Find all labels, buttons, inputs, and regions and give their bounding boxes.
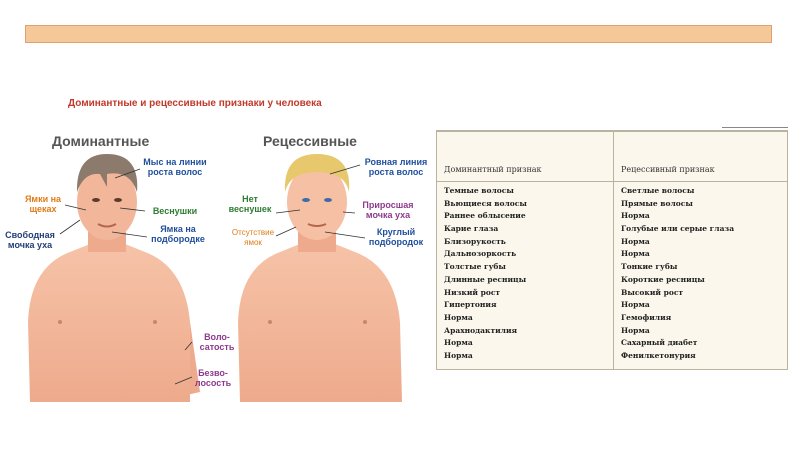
label-hairy: Воло-сатость (199, 332, 235, 352)
label-attached-earlobe: Приросшая мочка уха (362, 200, 414, 220)
label-cleft-chin: Ямка на подбородке (151, 224, 205, 244)
label-widows-peak: Мыс на линии роста волос (143, 157, 207, 177)
table-row: Темные волосы Светлые волосы (444, 186, 695, 195)
table-row: Раннее облысение Норма (444, 211, 650, 221)
table-top-rule (722, 127, 788, 128)
table-header-rule (437, 181, 787, 182)
table-row: Толстые губы Тонкие губы (444, 262, 678, 272)
label-straight-hairline: Ровная линия роста волос (364, 157, 428, 177)
table-row: Норма Гемофилия (444, 312, 672, 322)
table-row: Норма Фенилкетонурия (444, 350, 696, 360)
label-no-dimples: Отсутствие ямок (231, 228, 275, 247)
table-row: Близорукость Норма (444, 236, 650, 246)
table-row: Карие глаза Голубые или серые глаза (444, 224, 735, 234)
figure-title: Доминантные и рецессивные признаки у человека (68, 98, 322, 109)
table-row: Гипертония Норма (444, 300, 650, 310)
table-header-recessive: Рецессивный признак (621, 165, 715, 174)
header-bar (25, 25, 772, 43)
dominant-body (28, 242, 190, 402)
recessive-heading: Рецессивные (263, 133, 357, 149)
recessive-body (238, 242, 402, 402)
label-freckles: Веснушки (152, 206, 198, 216)
table-row: Норма Сахарный диабет (444, 338, 698, 348)
table-row: Низкий рост Высокий рост (444, 287, 684, 297)
table-row: Вьющиеся волосы Прямые волосы (444, 198, 693, 208)
traits-table (436, 130, 788, 370)
label-free-earlobe: Свободная мочка уха (5, 230, 55, 250)
table-row: Длинные ресницы Короткие ресницы (444, 274, 705, 284)
label-no-freckles: Нет веснушек (228, 194, 272, 214)
table-row: Дальнозоркость Норма (444, 249, 650, 259)
dominant-heading: Доминантные (52, 133, 150, 149)
label-round-chin: Круглый подбородок (368, 227, 424, 247)
table-row: Арахнодактилия Норма (444, 325, 650, 335)
table-body (437, 186, 787, 364)
label-dimples: Ямки на щеках (24, 194, 62, 214)
table-header-dominant: Доминантный признак (444, 165, 542, 174)
label-hairless: Безво-лосость (194, 368, 232, 388)
